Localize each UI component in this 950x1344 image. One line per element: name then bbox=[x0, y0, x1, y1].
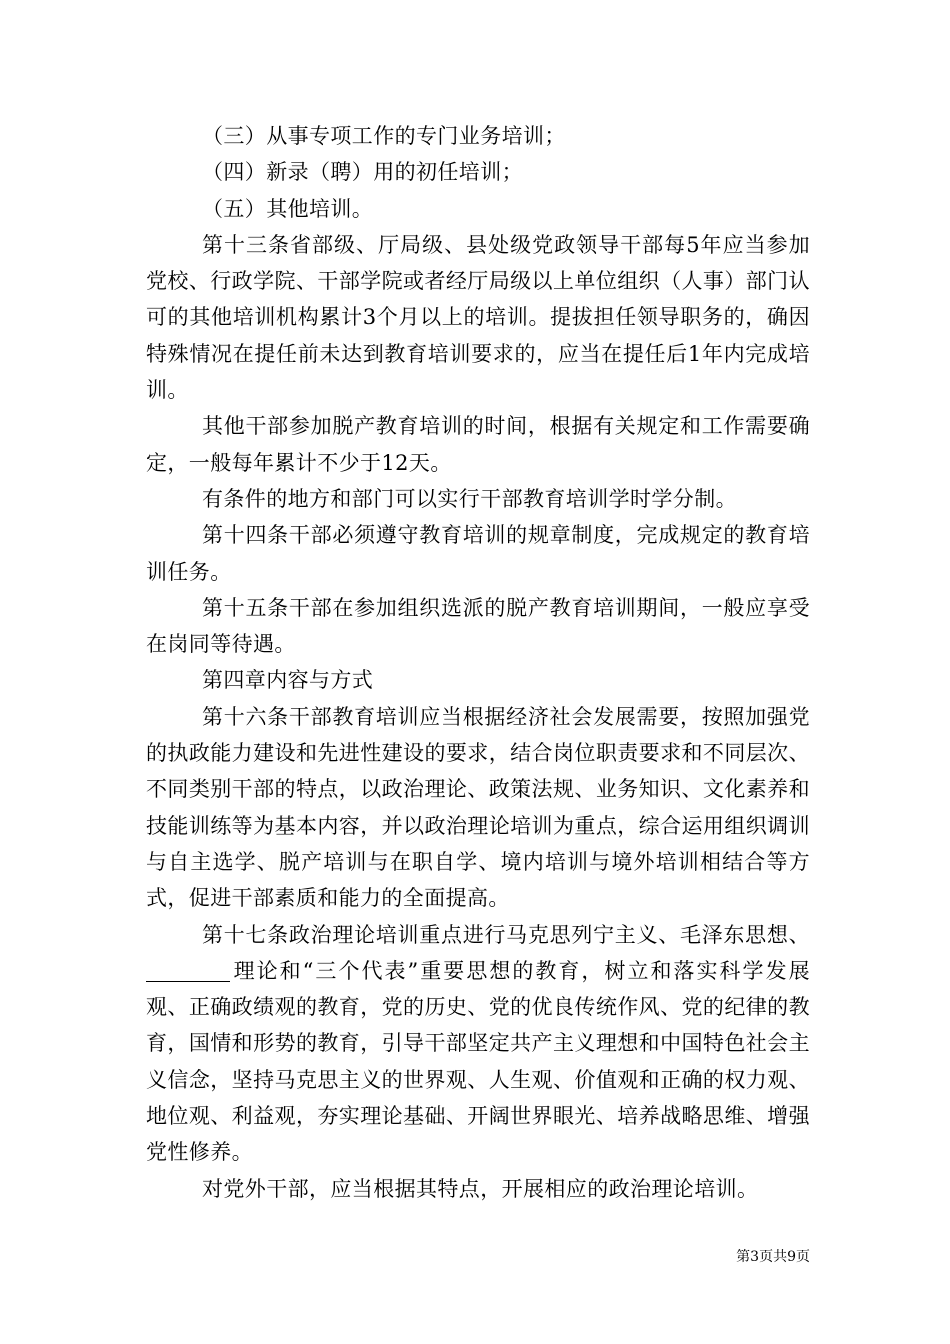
page-number: 第3页共9页 bbox=[736, 1249, 810, 1265]
article-17-first-line: 第十七条政治理论培训重点进行马克思列宁主义、毛泽东思想、 bbox=[202, 922, 810, 947]
paragraph-item-4: （四）新录（聘）用的初任培训； bbox=[202, 160, 523, 185]
paragraph-item-5: （五）其他培训。 bbox=[202, 196, 374, 221]
chapter-heading: 第四章内容与方式 bbox=[202, 668, 374, 693]
paragraph-credit-system: 有条件的地方和部门可以实行干部教育培训学时学分制。 bbox=[202, 486, 737, 511]
document-body bbox=[146, 118, 810, 1207]
blank-underline bbox=[146, 957, 230, 982]
paragraph-non-party-cadres: 对党外干部，应当根据其特点，开展相应的政治理论培训。 bbox=[202, 1176, 759, 1201]
paragraph-item-3: （三）从事专项工作的专门业务培训； bbox=[202, 124, 566, 148]
article-17-rest: 理论和“三个代表”重要思想的教育，树立和落实科学发展观、正确政绩观的教育，党的历史、党的优良传统作风、党的纪律的教育，国情和形势的教育，引导干部坚定共产主义理想和中国特色社会主义信念，坚持马克思主义的世界观、人生观、价值观和正确的权力观、地位观、利益观，夯实理论基础、开阔世界眼光、培养战略思维、增强党性修养。 bbox=[146, 958, 810, 1165]
paragraph-article-16: 第十六条干部教育培训应当根据经济社会发展需要，按照加强党的执政能力建设和先进性建设的要求，结合岗位职责要求和不同层次、不同类别干部的特点，以政治理论、政策法规、业务知识、文化素养和技能训练等为基本内容，并以政治理论培训为重点，综合运用组织调训与自主选学、脱产培训与在职自学、境内培训与境外培训相结合等方式，促进干部素质和能力的全面提高。 bbox=[146, 704, 810, 911]
paragraph-other-cadres: 其他干部参加脱产教育培训的时间，根据有关规定和工作需要确定，一般每年累计不少于12天。 bbox=[146, 414, 810, 475]
paragraph-article-15: 第十五条干部在参加组织选派的脱产教育培训期间，一般应享受在岗同等待遇。 bbox=[146, 595, 810, 657]
paragraph-article-14: 第十四条干部必须遵守教育培训的规章制度，完成规定的教育培训任务。 bbox=[146, 523, 810, 584]
paragraph-article-13: 第十三条省部级、厅局级、县处级党政领导干部每5年应当参加党校、行政学院、干部学院或者经厅局级以上单位组织（人事）部门认可的其他培训机构累计3个月以上的培训。提拔担任领导职务的，确因特殊情况在提任前未达到教育培训要求的，应当在提任后1年内完成培训。 bbox=[146, 232, 810, 403]
paragraph-article-17 bbox=[146, 917, 810, 1171]
